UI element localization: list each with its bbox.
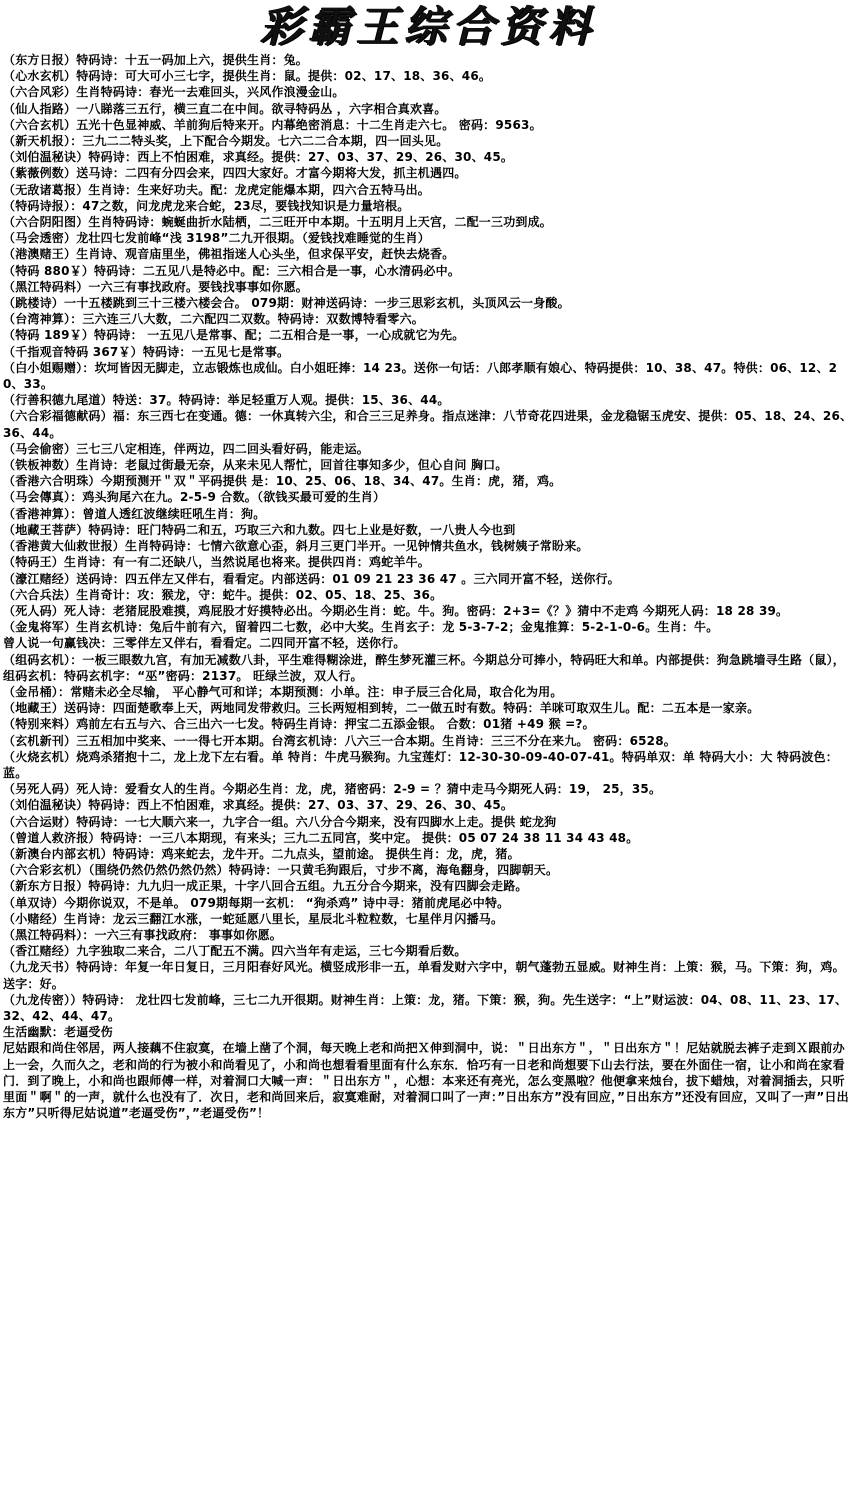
text-line: （新天机报）：三九二二特头奖，上下配合今期发。七六二二合本期，四一回头见。 [3, 134, 449, 149]
text-line: （港澳赌王）生肖诗、观音庙里坐，佛祖指迷人心头坐，但求保平安，赶快去烧香。 [3, 247, 455, 262]
text-line: （新东方日报）特码诗：九九归一成正果，十字八回合五组。九五分合今期来，没有四脚会走路。 [3, 879, 528, 894]
text-line: （六合阴阳图）生肖特码诗：蜿蜒曲折水陆栖，二三旺开中本期。十五明月上天宫，二配一三功到成。 [3, 215, 553, 230]
text-line: （死人码）死人诗：老猪屁股难摸，鸡屁股才好摸特必出。今期必生肖：蛇。牛。狗。密码：2+3=《？》猜中不走鸡 今期死人码：18 28 39。 [3, 603, 789, 618]
text-line: （紫薇例数）送马诗：二四有分四会来，四四大家好。才富今期将大发，抓主机遇四。 [3, 166, 467, 181]
text-line: （香港六合明珠）今期预测开＂双＂平码提供 是：10、25、06、18、34、47。生肖：虎，猪，鸡。 [3, 474, 562, 489]
text-line: （单双诗）今期你说双，不是单。 079期每期一玄机： “狗杀鸡” 诗中寻：猪前虎尾必中特。 [3, 895, 510, 910]
text-line: （马会傳真）：鸡头狗尾六在九。2-5-9 合数。（欲钱买最可爱的生肖） [3, 490, 386, 505]
text-line: （无敌诸葛报）生肖诗：生来好功夫。配：龙虎定能爆本期，四六合五特马出。 [3, 182, 431, 197]
text-line: （濠江赌经）送码诗：四五伴左又伴右，看看定。内部送码：01 09 21 23 36 47 。三六同开富不轻，送你行。 [3, 571, 620, 586]
page-title: 彩霸王综合资料 [260, 2, 597, 51]
text-line: （马会透密）龙壮四七发前峰“浅 3198”二九开很期。（爱钱找难睡觉的生肖） [3, 231, 430, 246]
text-line: （特码 189￥）特码诗： 一五见八是常事、配；二五相合是一事，一心成就它为先。 [3, 328, 465, 343]
text-line: （白小姐赐赠）：坎坷皆因无脚走，立志锻炼也成仙。白小姐旺捧：14 23。送你一句话：八郎孝顺有娘心、特码提供：10、38、47。特供：06、12、20、33。 [3, 360, 838, 392]
text-line: （金吊桶）：常赌未必全尽输， 平心静气可和详；本期预测：小单。注：申子辰三合化局，取合化为用。 [3, 684, 563, 699]
text-line: （黑江特码料）：一六三有事找政府： 事事如你愿。 [3, 927, 282, 942]
text-line: （跳楼诗）一十五楼跳到三十三楼六楼会合。 079期：财神送码诗：一步三思彩玄机，头顶风云一身酸。 [3, 296, 570, 311]
text-line: （特码 880￥）特码诗：二五见八是特必中。配：三六相合是一事，心水清码必中。 [3, 263, 461, 278]
text-line: （特别来料）鸡前左右五与六、合三出六一七发。特码生肖诗：押宝二五添金银。 合数：01猪 +49 猴 =?。 [3, 717, 595, 732]
text-line: （刘伯温秘诀）特码诗：西上不怕困难，求真经。提供：27、03、37、29、26、30、45。 [3, 150, 514, 165]
text-line: （九龙天书）特码诗：年复一年日复日，三月阳春好风光。横竖成形非一五，单看发财六字中，朝气蓬勃五显威。财神生肖：上策：猴，马。下策：狗，鸡。送字：好。 [3, 960, 845, 991]
text-line: （千指观音特码 367￥）特码诗：一五见七是常事。 [3, 344, 290, 359]
text-line: （特码诗报）：47之数，问龙虎龙来合蛇，23尽，要钱找知识是力量培根。 [3, 198, 410, 213]
text-line: （曾道人救济报）特码诗：一三八本期现，有来头；三九二五同宫，奖中定。 提供：05 07 24 38 11 34 43 48。 [3, 830, 639, 845]
text-line: （火烧玄机）烧鸡杀猪抱十二，龙上龙下左右看。单 特肖：牛虎马猴狗。九宝莲灯：12-30-30-09-40-07-41。特码单双：单 特码大小：大 特码波色：蓝。 [3, 749, 838, 780]
text-line: （另死人码）死人诗：爱看女人的生肖。今期必生肖：龙，虎，猪密码：2-9 = ？猜中走马今期死人码：19， 25，35。 [3, 782, 662, 797]
text-line: （金鬼将军）生肖玄机诗：兔后牛前有六，留着四二七数，必中大奖。生肖玄子：龙 5-3-7-2；金鬼推算：5-2-1-0-6。生肖：牛。 [3, 620, 719, 635]
text-line: （黑江特码料）一六三有事找政府。要钱找事事如你愿。 [3, 279, 309, 294]
text-line: 曾人说一句赢钱决：三零伴左又伴右，看看定。二四同开富不轻，送你行。 [3, 636, 406, 651]
text-line: （特码王）生肖诗：有一有二还缺八，当然说尾也将来。提供四肖：鸡蛇羊牛。 [3, 555, 431, 570]
text-line: （六合兵法）生肖奇计：攻：猴龙，守：蛇牛。提供：02、05、18、25、36。 [3, 587, 443, 602]
text-line: （铁板神数）生肖诗：老鼠过街最无奈，从来未见人帮忙，回首往事知多少，但心自问 胸口。 [3, 458, 508, 473]
text-line: （九龙传密））特码诗： 龙壮四七发前峰，三七二九开很期。财神生肖：上策：龙，猪。下策：猴，狗。先生送字：“上”财运波：04、08、11、23、17、32、42、44、47。 [3, 992, 848, 1023]
text-line: （地藏王）送码诗：四面楚歌奉上天，两地同发带救归。三长两短相到转，二一做五时有数。特码：羊咪可取双生儿。配：二五本是一家亲。 [3, 701, 760, 716]
text-line: （六合运财）特码诗：一七大顺六来一，九字合一组。六八分合今期来，没有四脚水上走。提供 蛇龙狗 [3, 814, 557, 829]
text-line: （仙人指路）一八睇落三五行，横三直二在中间。欲寻特码丛 ，六字相合真欢喜。 [3, 101, 447, 116]
text-line: （马会偷密）三七三八定相连，伴两边，四二回头看好码，能走运。 [3, 441, 370, 456]
story-text: 尼姑跟和尚住邻居，两人接藕不住寂寞，在墙上凿了个洞，每天晚上老和尚把Ｘ伸到洞中，说：＂日出东方＂，＂日出东方＂！尼姑就脱去裤子走到Ｘ跟前办上一会，久而久之，老和尚的行为被小和尚看见了，小和尚也想看看里面有什么东东．恰巧有一日老和尚想要下山去行法，要在外面住一宿，让小和尚在家看门．到了晚上，小和尚也跟师傅一样，对着洞口大喊一声：＂日出东方＂，心想：本来还有亮光，怎么变黑啦？他便拿来烛台，拔下蜡烛，对着洞插去，只听里面＂啊＂的一声，就什么也没有了．次日，老和尚回来后，寂寞难耐，对着洞口叫了一声：”日出东方”没有回应，”日出东方”还没有回应，又叫了一声”日出东方”只听得尼姑说道”老逼受伤”，”老逼受伤”！ [3, 1041, 849, 1121]
text-line: （香港黄大仙救世报）生肖特码诗：七情六欲意心歪，斜月三更门半开。一见钟情共鱼水，钱树姨子常盼来。 [3, 539, 589, 554]
text-line: （香江赌经）九字独取二来合，二八丁配五不满。四六当年有走运，三七今期看后数。 [3, 944, 467, 959]
text-line: （地藏王菩萨）特码诗：旺门特码二和五，巧取三六和九数。四七上业是好数，一八贵人今也到 [3, 522, 516, 537]
text-line: （六合彩玄机）（围绕仍然仍然仍然仍然）特码诗：一只黄毛狗跟后，寸步不离，海龟翻身，四脚朝天。 [3, 863, 559, 878]
text-line: （台湾神算）：三六连三八大数，二六配四二双数。特码诗：双数博特看零六。 [3, 312, 425, 327]
text-line: （组码玄机）：一板三眼数九宫，有加无减数八卦，平生难得糊涂进，醉生梦死灌三杯。今期总分可捧小，特码旺大和单。内部提供：狗急跳墙寻生路（鼠），组码玄机：特码玄机字：“巫”密码：2137。 旺绿兰波，双人行。 [3, 652, 846, 683]
text-line: （香港神算）：曾道人透红波继续旺吼生肖：狗。 [3, 506, 266, 521]
text-line: （新澳台内部玄机）特码诗：鸡来蛇去，龙牛开。二九点头，望前途。 提供生肖：龙，虎，猪。 [3, 846, 520, 861]
text-line: （小赌经）生肖诗：龙云三翻江水涨，一蛇延愿八里长，星辰北斗粒粒数，七星伴月闪播马。 [3, 911, 504, 926]
text-line: （玄机新刊）三五相加中奖来、一一得七开本期。台湾玄机诗：八六三一合本期。生肖诗：三三不分在来九。 密码：6528。 [3, 733, 676, 748]
document-body [3, 52, 853, 1121]
text-line: （六合风彩）生肖特码诗：春光一去难回头，兴风作浪漫金山。 [3, 85, 345, 100]
text-line: （心水玄机）特码诗：可大可小三七字，提供生肖：鼠。提供：02、17、18、36、46。 [3, 69, 492, 84]
text-line: （东方日报）特码诗：十五一码加上六，提供生肖：兔。 [3, 53, 309, 67]
text-line: （行善积德九尾道）特送：37。特码诗：举足轻重万人观。提供：15、36、44。 [3, 393, 450, 408]
text-line: （刘伯温秘诀）特码诗：西上不怕困难，求真经。提供：27、03、37、29、26、30、45。 [3, 798, 514, 813]
story-title: 生活幽默：老逼受伤 [3, 1025, 113, 1040]
text-line: （六合玄机）五光十色显神威、羊前狗后特来开。内幕绝密消息：十二生肖走六七。 密码：9563。 [3, 117, 542, 132]
text-line: （六合彩福德献码）福：东三西七在变通。德：一休真转六尘，和合三三足养身。指点迷津：八节奇花四进果，金龙稳锯玉虎安、提供：05、18、24、26、36、44。 [3, 409, 853, 440]
